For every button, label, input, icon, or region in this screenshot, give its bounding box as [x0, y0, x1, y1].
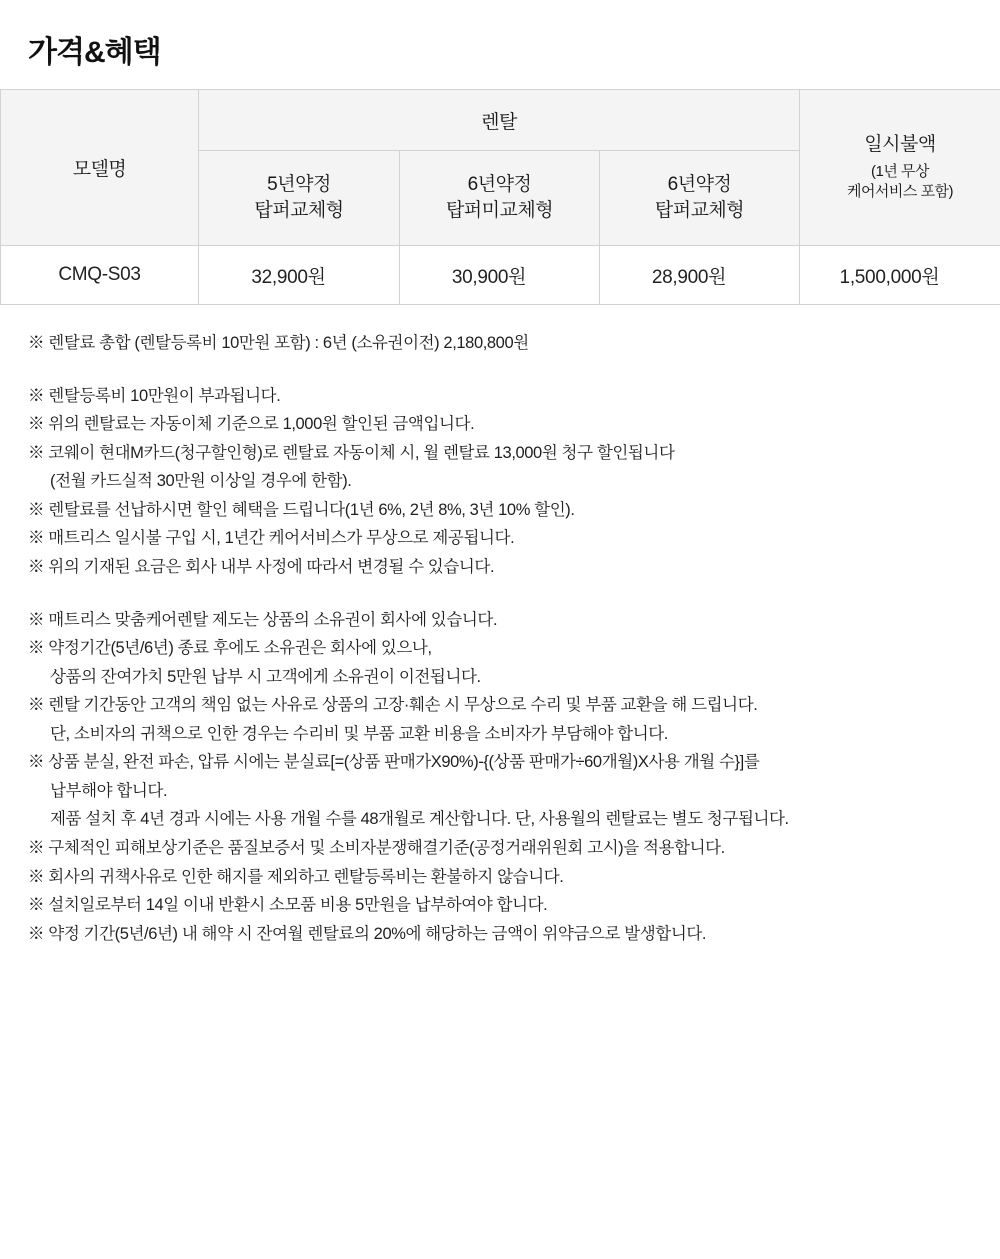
note-line: ※ 매트리스 일시불 구입 시, 1년간 케어서비스가 무상으로 제공됩니다.: [28, 529, 515, 548]
cell-price-5y-topper: 32,900원: [199, 246, 400, 305]
note-line: ※ 회사의 귀책사유로 인한 해지를 제외하고 렌탈등록비는 환불하지 않습니다.: [28, 867, 564, 886]
header-rental-col-2: 6년약정 탑퍼미교체형: [400, 151, 600, 246]
note-line: ※ 렌탈 기간동안 고객의 책임 없는 사유로 상품의 고장·훼손 시 무상으로 수리 및 부품 교환을 해 드립니다.: [28, 696, 758, 715]
note-line: ※ 렌탈등록비 10만원이 부과됩니다.: [28, 386, 281, 405]
note-line: ※ 약정 기간(5년/6년) 내 해약 시 잔여월 렌탈료의 20%에 해당하는 금액이 위약금으로 발생합니다.: [28, 924, 707, 943]
note-line: ※ 매트리스 맞춤케어렌탈 제도는 상품의 소유권이 회사에 있습니다.: [28, 610, 498, 629]
notes-spacer-2: [28, 584, 972, 608]
table-row: [1, 246, 1000, 305]
note-line: 납부해야 합니다.: [50, 781, 168, 800]
notes-group-total: [28, 331, 972, 357]
header-rental-group: 렌탈: [199, 90, 800, 151]
table-body: [1, 246, 1000, 305]
note-line: ※ 약정기간(5년/6년) 종료 후에도 소유권은 회사에 있으나,: [28, 639, 432, 658]
note-line: ※ 렌탈료를 선납하시면 할인 혜택을 드립니다(1년 6%, 2년 8%, 3년 10% 할인).: [28, 500, 575, 519]
cell-price-6y-no-topper: 30,900원: [400, 246, 600, 305]
page-title: 가격&혜택: [28, 36, 161, 69]
header-lump-sum-main: 일시불액: [864, 133, 936, 155]
note-line: 상품의 잔여가치 5만원 납부 시 고객에게 소유권이 이전됩니다.: [50, 667, 481, 686]
notes-section: [0, 305, 1000, 947]
notes-group-terms: [28, 384, 972, 581]
notes-group-ownership: [28, 608, 972, 948]
header-lump-sum: [800, 90, 1000, 246]
header-lump-sum-sub: (1년 무상 케어서비스 포함): [846, 162, 954, 200]
note-line: ※ 구체적인 피해보상기준은 품질보증서 및 소비자분쟁해결기준(공정거래위원회 고시)을 적용합니다.: [28, 839, 725, 857]
cell-lump-sum: 1,500,000원: [800, 246, 1000, 305]
cell-model: CMQ-S03: [1, 246, 199, 305]
note-line: ※ 설치일로부터 14일 이내 반환시 소모품 비용 5만원을 납부하여야 합니다.: [28, 896, 548, 915]
notes-spacer-1: [28, 360, 972, 384]
header-rental-col-1: 5년약정 탑퍼교체형: [199, 151, 400, 246]
note-line: ※ 렌탈료 총합 (렌탈등록비 10만원 포함) : 6년 (소유권이전) 2,180,800원: [28, 334, 529, 352]
table-header-row-1: [1, 90, 1000, 151]
note-line: ※ 위의 기재된 요금은 회사 내부 사정에 따라서 변경될 수 있습니다.: [28, 557, 495, 576]
price-table: [0, 89, 1000, 305]
note-line: (전월 카드실적 30만원 이상일 경우에 한함).: [50, 472, 352, 491]
note-line: ※ 코웨이 현대M카드(청구할인형)로 렌탈료 자동이체 시, 월 렌탈료 13,000원 청구 할인됩니다: [28, 443, 675, 462]
note-line: 단, 소비자의 귀책으로 인한 경우는 수리비 및 부품 교환 비용을 소비자가 부담해야 합니다.: [50, 724, 668, 743]
header-rental-col-3: 6년약정 탑퍼교체형: [600, 151, 800, 246]
note-line: 제품 설치 후 4년 경과 시에는 사용 개월 수를 48개월로 계산합니다. 단, 사용월의 렌탈료는 별도 청구됩니다.: [50, 810, 789, 829]
note-line: ※ 위의 렌탈료는 자동이체 기준으로 1,000원 할인된 금액입니다.: [28, 415, 475, 434]
table-header: [1, 90, 1000, 246]
header-model: 모델명: [1, 90, 199, 246]
cell-price-6y-topper: 28,900원: [600, 246, 800, 305]
note-line: ※ 상품 분실, 완전 파손, 압류 시에는 분실료[=(상품 판매가X90%)-{(상품 판매가÷60개월)X사용 개월 수}]를: [28, 753, 760, 772]
